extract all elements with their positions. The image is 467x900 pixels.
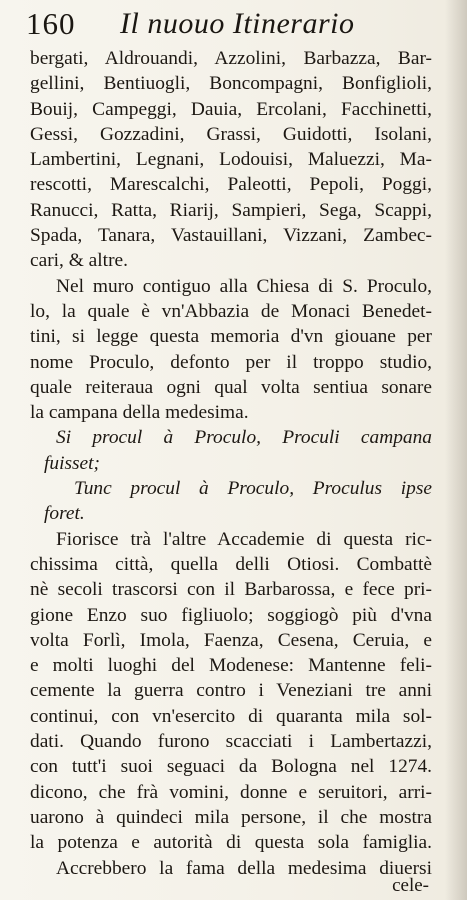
text-line: dicono, che frà vomini, donne e seruitori, arri- bbox=[30, 781, 432, 803]
page-header bbox=[26, 4, 446, 44]
text-line: Fiorisce trà l'altre Accademie di questa ric- bbox=[56, 528, 432, 550]
verse-line: Si procul à Proculo, Proculi campana bbox=[56, 427, 432, 449]
catchword: cele- bbox=[392, 875, 429, 896]
verse-line: foret. bbox=[44, 503, 85, 525]
text-line: Lambertini, Legnani, Lodouisi, Maluezzi, Ma- bbox=[30, 149, 432, 171]
body-text bbox=[30, 46, 432, 881]
text-line: tini, si legge questa memoria d'vn giouane per bbox=[30, 326, 432, 348]
text-line: uarono à quindeci mila persone, il che mostra bbox=[30, 806, 432, 828]
text-line: dati. Quando furono scacciati i Lambertazzi, bbox=[30, 731, 432, 753]
text-line: cemente la guerra contro i Veneziani tre anni bbox=[30, 680, 432, 702]
text-line: volta Forlì, Imola, Faenza, Cesena, Ceruia, e bbox=[30, 629, 432, 651]
text-line: gellini, Bentiuogli, Boncompagni, Bonfiglioli, bbox=[30, 73, 432, 95]
text-line: Bouij, Campeggi, Dauia, Ercolani, Facchinetti, bbox=[30, 98, 432, 120]
text-line: la campana della medesima. bbox=[30, 402, 249, 424]
text-line: con tutt'i suoi seguaci da Bologna nel 1274. bbox=[30, 756, 432, 778]
text-line: Gessi, Gozzadini, Grassi, Guidotti, Isolani, bbox=[30, 123, 432, 145]
text-line: bergati, Aldrouandi, Azzolini, Barbazza, Bar- bbox=[30, 48, 432, 69]
verse-line: Tunc procul à Proculo, Proculus ipse bbox=[74, 478, 432, 500]
text-line: gione Enzo suo figliuolo; soggiogò più d'vna bbox=[30, 604, 432, 626]
text-line: Accrebbero la fama della medesima diuersi bbox=[56, 857, 432, 879]
text-line: rescotti, Marescalchi, Paleotti, Pepoli, Poggi, bbox=[30, 174, 432, 196]
text-line: Spada, Tanara, Vastauillani, Vizzani, Zambec- bbox=[30, 225, 432, 247]
text-line: Ranucci, Ratta, Riarij, Sampieri, Sega, Scappi, bbox=[30, 199, 432, 221]
text-line: nè secoli trascorsi con il Barbarossa, e fece pri- bbox=[30, 579, 432, 601]
text-line: continui, con vn'esercito di quaranta mila sol- bbox=[30, 705, 432, 727]
text-line: nome Proculo, defonto per il troppo studio, bbox=[30, 351, 432, 373]
text-line: lo, la quale è vn'Abbazia de Monaci Benedet- bbox=[30, 300, 432, 322]
text-line: chissima città, quella delli Otiosi. Combattè bbox=[30, 553, 432, 575]
text-line: la potenza e autorità di questa sola famiglia. bbox=[30, 832, 432, 854]
page-number: 160 bbox=[26, 6, 76, 41]
running-title: Il nuouo Itinerario bbox=[120, 7, 355, 40]
text-line: quale reiteraua ogni qual volta sentiua sonare bbox=[30, 376, 432, 398]
text-line: e molti luoghi del Modenese: Mantenne feli- bbox=[30, 655, 432, 677]
verse-line: fuisset; bbox=[44, 452, 101, 474]
text-line: Nel muro contiguo alla Chiesa di S. Proculo, bbox=[56, 275, 432, 297]
text-line: cari, & altre. bbox=[30, 250, 128, 272]
